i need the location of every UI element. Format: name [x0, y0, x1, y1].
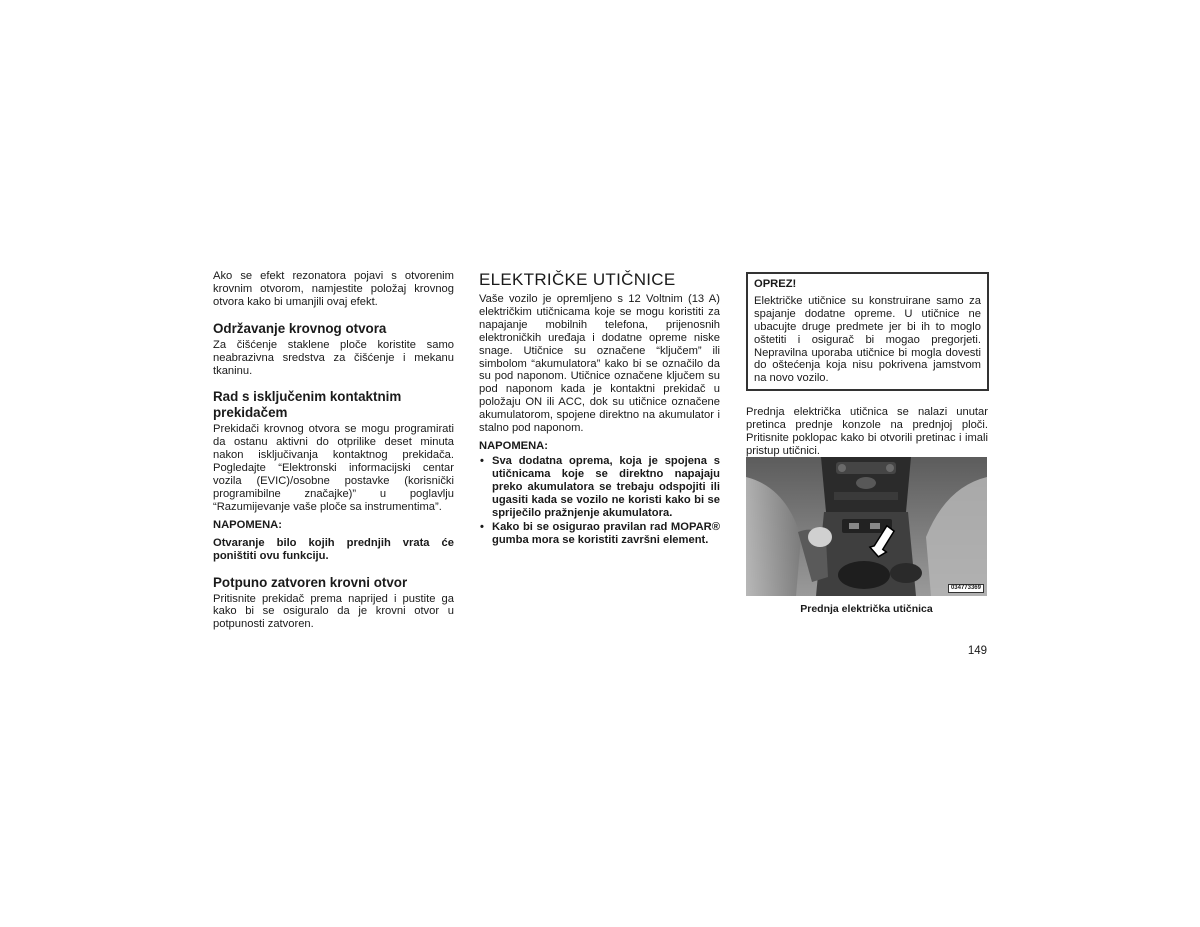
list-item: • Kako bi se osigurao pravilan rad MOPAR® gumba mora se koristiti završni element. [479, 521, 720, 547]
left-column [213, 270, 454, 631]
note-label: NAPOMENA: [213, 518, 282, 531]
note-body-text: Otvaranje bilo kojih prednjih vrata će poništiti ovu funkciju. [213, 536, 454, 562]
photo-reference-code: 034773369 [948, 584, 984, 593]
section-heading-fully-closed: Potpuno zatvoren krovni otvor [213, 574, 408, 590]
power-outlets-body-text: Vaše vozilo je opremljeno s 12 Voltnim (13 A) električkim utičnicama koje se mogu koristiti za napajanje mobilnih telefona, prijenosnih elektroničkih uređaja i dodatne opreme niske snage. Utičnice su označene “ključem” ili simbolom “akumulatora” kako bi se označilo da su pod naponom. Utičnice označene ključem su pod naponom kada je kontaktni prekidač u položaju ON ili ACC, dok su utičnice označene akumulatorom, spojene direktno na akumulator i stalno pod naponom. [479, 293, 720, 435]
section-heading-maintenance: Održavanje krovnog otvora [213, 320, 387, 336]
caution-title: OPREZ! [754, 278, 797, 290]
section-heading-ignition-off: Rad s isključenim kontaktnim prekidačem [213, 389, 402, 421]
list-item: • Sva dodatna oprema, koja je spojena s utičnicama koje se direktno napajaju preko akumulatora se trebaju odspojiti ili ugasiti kada se vozilo ne koristi kako bi se spriječilo pražnjenje akumulatora. [479, 455, 720, 520]
ignition-off-body-text: Prekidači krovnog otvora se mogu programirati da ostanu aktivni do otprilike deset minuta nakon isključivanja kontaktnog prekidača. Pogledajte “Elektronski informacijski centar vozila (EVIC)/osobne postavke (korisnički programibilne značajke)” u poglavlju “Razumijevanje vaše ploče sa instrumentima”. [213, 423, 454, 513]
caution-box [746, 272, 989, 391]
resonator-intro-text: Ako se efekt rezonatora pojavi s otvorenim krovnim otvorom, namjestite položaj krovnog otvora kako bi umanjili ovaj efekt. [213, 270, 454, 308]
outlet-location-text: Prednja električka utičnica se nalazi unutar pretinca prednje konzole na prednjoj ploči. Pritisnite poklopac kako bi otvorili pretinac i imali pristup utičnici. [746, 406, 988, 457]
middle-column [479, 270, 720, 549]
page-number: 149 [967, 645, 987, 657]
right-column [746, 272, 988, 458]
fully-closed-body-text: Pritisnite prekidač prema naprijed i pustite ga kako bi se osiguralo da je krovni otvor u potpunosti zatvoren. [213, 592, 454, 631]
photo-caption: Prednja električka utičnica [800, 603, 933, 615]
caution-body-text: Električke utičnice su konstruirane samo za spajanje dodatne opreme. U utičnice ne ubacujte druge predmete jer bi ih to moglo oštetiti i osigurač bi mogao pregorjeti. Nepravilna uporaba utičnice bi mogla dovesti do oštećenja koja nisu pokrivena jamstvom na novo vozilo. [754, 294, 981, 385]
maintenance-body-text: Za čišćenje staklene ploče koristite samo neabrazivna sredstva za čišćenje i mekanu tkaninu. [213, 338, 454, 377]
console-illustration [746, 457, 987, 596]
note-label: NAPOMENA: [479, 439, 548, 452]
note-bullet-list [479, 455, 720, 547]
chapter-title: ELEKTRIČKE UTIČNICE [479, 270, 676, 289]
console-outlet-photo [746, 457, 987, 596]
